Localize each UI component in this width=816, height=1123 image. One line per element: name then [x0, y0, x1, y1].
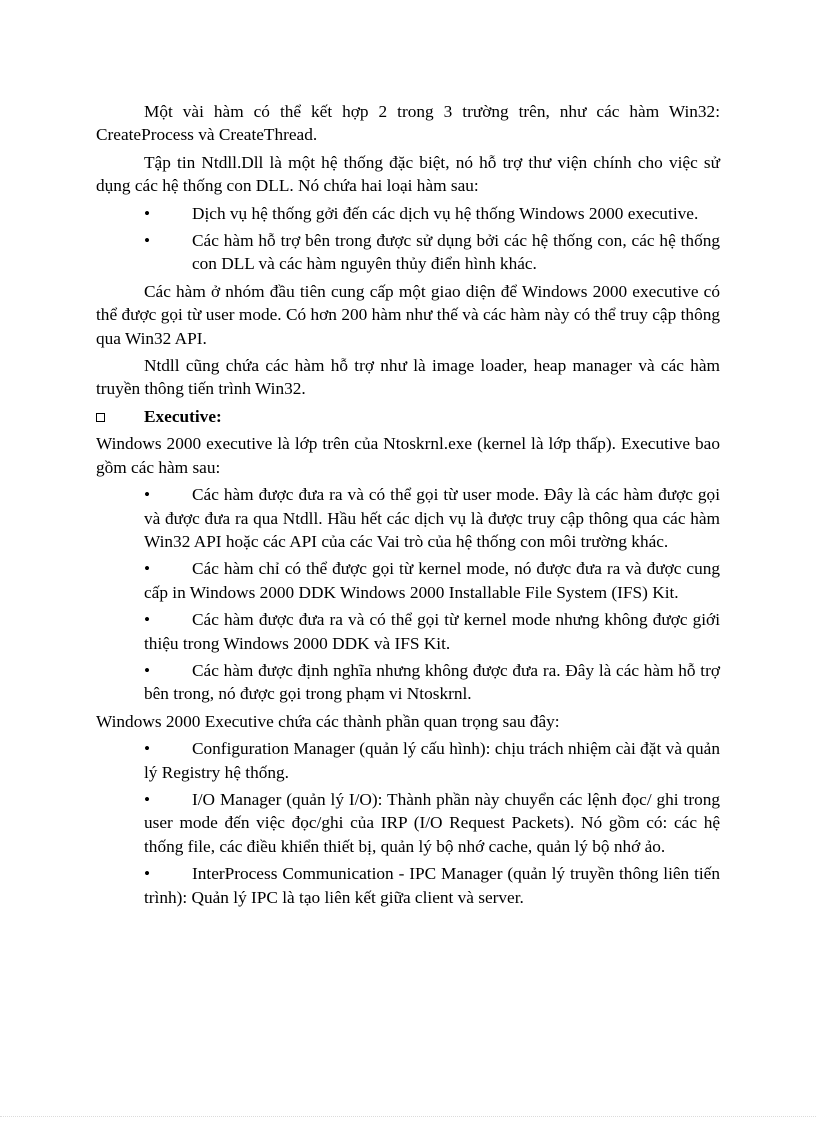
bullet-icon: •: [144, 559, 151, 579]
bullet-icon: •: [144, 864, 151, 884]
paragraph-win32-functions: Một vài hàm có thể kết hợp 2 trong 3 trường trên, như các hàm Win32: CreateProcess và CreateThread.: [96, 102, 720, 145]
bullet-icon: •: [144, 789, 151, 809]
list-item: • Các hàm được định nghĩa nhưng không được đưa ra. Đây là các hàm hỗ trợ bên trong, nó được gọi trong phạm vi Ntoskrnl.: [144, 660, 720, 704]
list-item: • Các hàm chỉ có thể được gọi từ kernel mode, nó được đưa ra và được cung cấp in Windows 2000 DDK Windows 2000 Installable File System (IFS) Kit.: [144, 559, 720, 602]
executive-component-list: [96, 737, 720, 909]
list-item: • Các hàm được đưa ra và có thể gọi từ user mode. Đây là các hàm được gọi và được đưa ra qua Ntdll. Hầu hết các dịch vụ là được truy cập thông qua các hàm Win32 API hoặc các API của các Vai trò của hệ thống con môi trường khác.: [144, 485, 720, 551]
list-item: • InterProcess Communication - IPC Manager (quản lý truyền thông liên tiến trình): Quản lý IPC là tạo liên kết giữa client và server.: [144, 864, 720, 907]
list-item: • Dịch vụ hệ thống gởi đến các dịch vụ hệ thống Windows 2000 executive.: [96, 202, 720, 225]
ntdll-function-list: [96, 202, 720, 276]
paragraph-ntdll-support: Ntdll cũng chứa các hàm hỗ trợ như là image loader, heap manager và các hàm truyền thông tiến trình Win32.: [96, 356, 720, 399]
page-bottom-divider: [0, 1116, 816, 1117]
paragraph-executive-intro: Windows 2000 executive là lớp trên của Ntoskrnl.exe (kernel là lớp thấp). Executive bao gồm các hàm sau:: [96, 434, 720, 477]
square-bullet-icon: [96, 413, 105, 422]
document-page: [96, 100, 720, 913]
section-heading-executive: Executive:: [96, 405, 720, 428]
bullet-icon: •: [144, 660, 151, 680]
paragraph-executive-components: Windows 2000 Executive chứa các thành phần quan trọng sau đây:: [96, 711, 560, 731]
list-item: • Configuration Manager (quản lý cấu hình): chịu trách nhiệm cài đặt và quản lý Registry hệ thống.: [144, 739, 720, 782]
executive-function-list: [96, 483, 720, 706]
paragraph-first-group: Các hàm ở nhóm đầu tiên cung cấp một giao diện để Windows 2000 executive có thể được gọi từ user mode. Có hơn 200 hàm như thế và các hàm này có thể truy cập thông qua Win32 API.: [96, 281, 720, 348]
bullet-icon: •: [144, 203, 151, 223]
list-item: • Các hàm được đưa ra và có thể gọi từ kernel mode nhưng không được giới thiệu trong Windows 2000 DDK và IFS Kit.: [144, 610, 720, 653]
bullet-icon: •: [144, 231, 151, 251]
bullet-icon: •: [144, 485, 151, 505]
bullet-icon: •: [144, 610, 151, 630]
list-item: • Các hàm hỗ trợ bên trong được sử dụng bởi các hệ thống con, các hệ thống con DLL và các hàm nguyên thủy điển hình khác.: [144, 231, 720, 274]
list-item: • I/O Manager (quản lý I/O): Thành phần này chuyển các lệnh đọc/ ghi trong user mode đến việc đọc/ghi của IRP (I/O Request Packets). Nó gồm có: các hệ thống file, các điều khiển thiết bị, quản lý bộ nhớ cache, quản lý bộ nhớ ảo.: [144, 789, 720, 856]
bullet-icon: •: [144, 739, 151, 759]
paragraph-ntdll-intro: Tập tin Ntdll.Dll là một hệ thống đặc biệt, nó hỗ trợ thư viện chính cho việc sử dụng các hệ thống con DLL. Nó chứa hai loại hàm sau:: [96, 152, 720, 196]
